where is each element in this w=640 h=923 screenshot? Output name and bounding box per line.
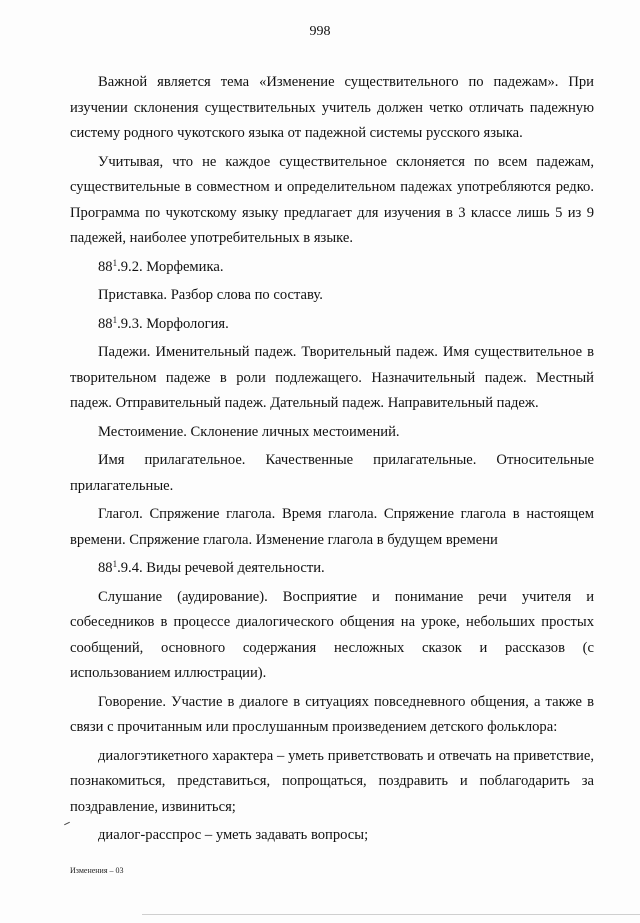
paragraph-prefix: Приставка. Разбор слова по составу.: [98, 287, 323, 303]
page-edge-line: [142, 914, 640, 915]
document-body: [70, 70, 594, 852]
section-heading-morphemics: $88^1.9.2$. Морфемика.: [98, 257, 224, 275]
section-heading-speech-activity: $88^1.9.4$. Виды речевой деятельности.: [98, 559, 325, 576]
paragraph-cases-list: Падежи. Именительный падеж. Творительный падеж. Имя существительное в творительном падеже в роли подлежащего. Назначительный падеж. Местный падеж. Отправительный падеж. Дательный падеж. Направительный падеж.: [70, 344, 594, 411]
paragraph-pronoun: Местоимение. Склонение личных местоимений.: [98, 423, 400, 440]
paragraph-verb: Глагол. Спряжение глагола. Время глагола. Спряжение глагола в настоящем времени. Спряжение глагола. Изменение глагола в будущем времени: [70, 506, 594, 548]
paragraph-question-dialogue: диалог-расспрос – уметь задавать вопросы;: [98, 827, 369, 843]
paragraph-speaking: Говорение. Участие в диалоге в ситуациях повседневного общения, а также в связи с прочитанным или прослушанным произведением детского фольклора:: [70, 693, 594, 735]
paragraph-listening: Слушание (аудирование). Восприятие и понимание речи учителя и собеседников в процессе диалогического общения на уроке, небольших простых сообщений, основного содержания несложных сказок и рассказов (с использованием иллюстрации).: [70, 588, 594, 681]
footer-revision: Изменения – 03: [70, 866, 124, 875]
paragraph-etiquette-dialogue: диалогэтикетного характера – уметь приветствовать и отвечать на приветствие, познакомиться, представиться, попрощаться, поздравить и поблагодарить за поздравление, извиниться;: [70, 747, 594, 815]
section-heading-morphology: $88^1.9.3$. Морфология.: [98, 314, 229, 332]
page-number: 998: [309, 24, 331, 39]
paragraph-adjective: Имя прилагательное. Качественные прилагательные. Относительные прилагательные.: [70, 452, 594, 494]
paragraph-noun-cases: Важной является тема «Изменение существительного по падежам». При изучении склонения существительных учитель должен четко отличать падежную систему родного чукотского языка от падежной системы русского языка.: [70, 74, 594, 141]
paragraph-case-usage: Учитывая, что не каждое существительное склоняется по всем падежам, существительные в совместном и определительном падежах употребляются редко. Программа по чукотскому языку предлагает для изучения в 3 классе лишь 5 из 9 падежей, наиболее употребительных в языке.: [70, 153, 594, 246]
